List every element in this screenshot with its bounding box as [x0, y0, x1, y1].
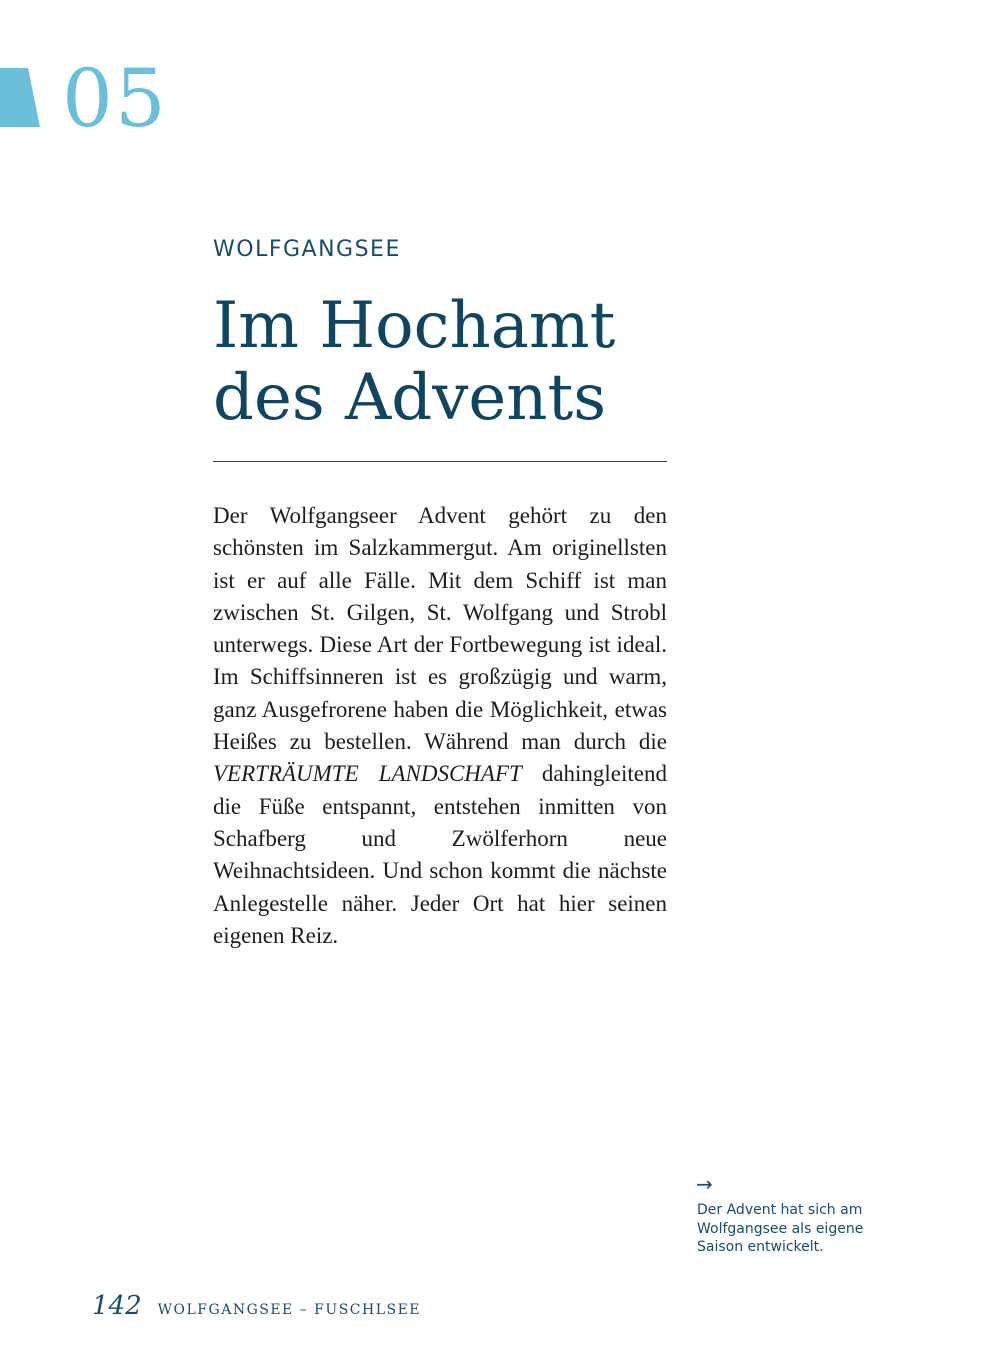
section-kicker: WOLFGANGSEE: [213, 237, 401, 262]
arrow-right-icon: →: [696, 1172, 713, 1196]
page-number: 142: [92, 1291, 142, 1321]
chapter-marker: [0, 68, 40, 127]
title-divider: [213, 461, 667, 462]
chapter-number: 05: [62, 52, 168, 145]
image-caption: Der Advent hat sich am Wolfgangsee als eigene Saison entwickelt.: [697, 1202, 864, 1255]
body-text-part-1: Der Wolfgangseer Advent gehört zu den schönsten im Salzkammergut. Am originellsten ist er auf alle Fälle. Mit dem Schiff ist man zwischen St. Gilgen, St. Wolfgang und Strobl unterwegs. Diese Art der Fortbewegung ist ideal. Im Schiffsinneren ist es großzügig und warm, ganz Ausgefrorene haben die Möglichkeit, etwas Heißes zu bestellen. Während man durch die: [213, 503, 667, 755]
body-text-part-2: dahingleitend die Füße entspannt, entstehen inmitten von Schafberg und Zwölferhorn neue Weihnachtsideen. Und schon kommt die nächste Anlegestelle näher. Jeder Ort hat hier seinen eigenen Reiz.: [213, 761, 667, 948]
body-emphasis: VERTRÄUMTE LANDSCHAFT: [213, 761, 522, 787]
article-body: [213, 500, 667, 952]
article-title-line-2: des Advents: [213, 361, 607, 435]
article-title-line-1: Im Hochamt: [213, 289, 616, 363]
running-head: WOLFGANGSEE – FUSCHLSEE: [157, 1302, 422, 1318]
page-footer: [92, 1289, 421, 1325]
article-title: [213, 290, 733, 434]
